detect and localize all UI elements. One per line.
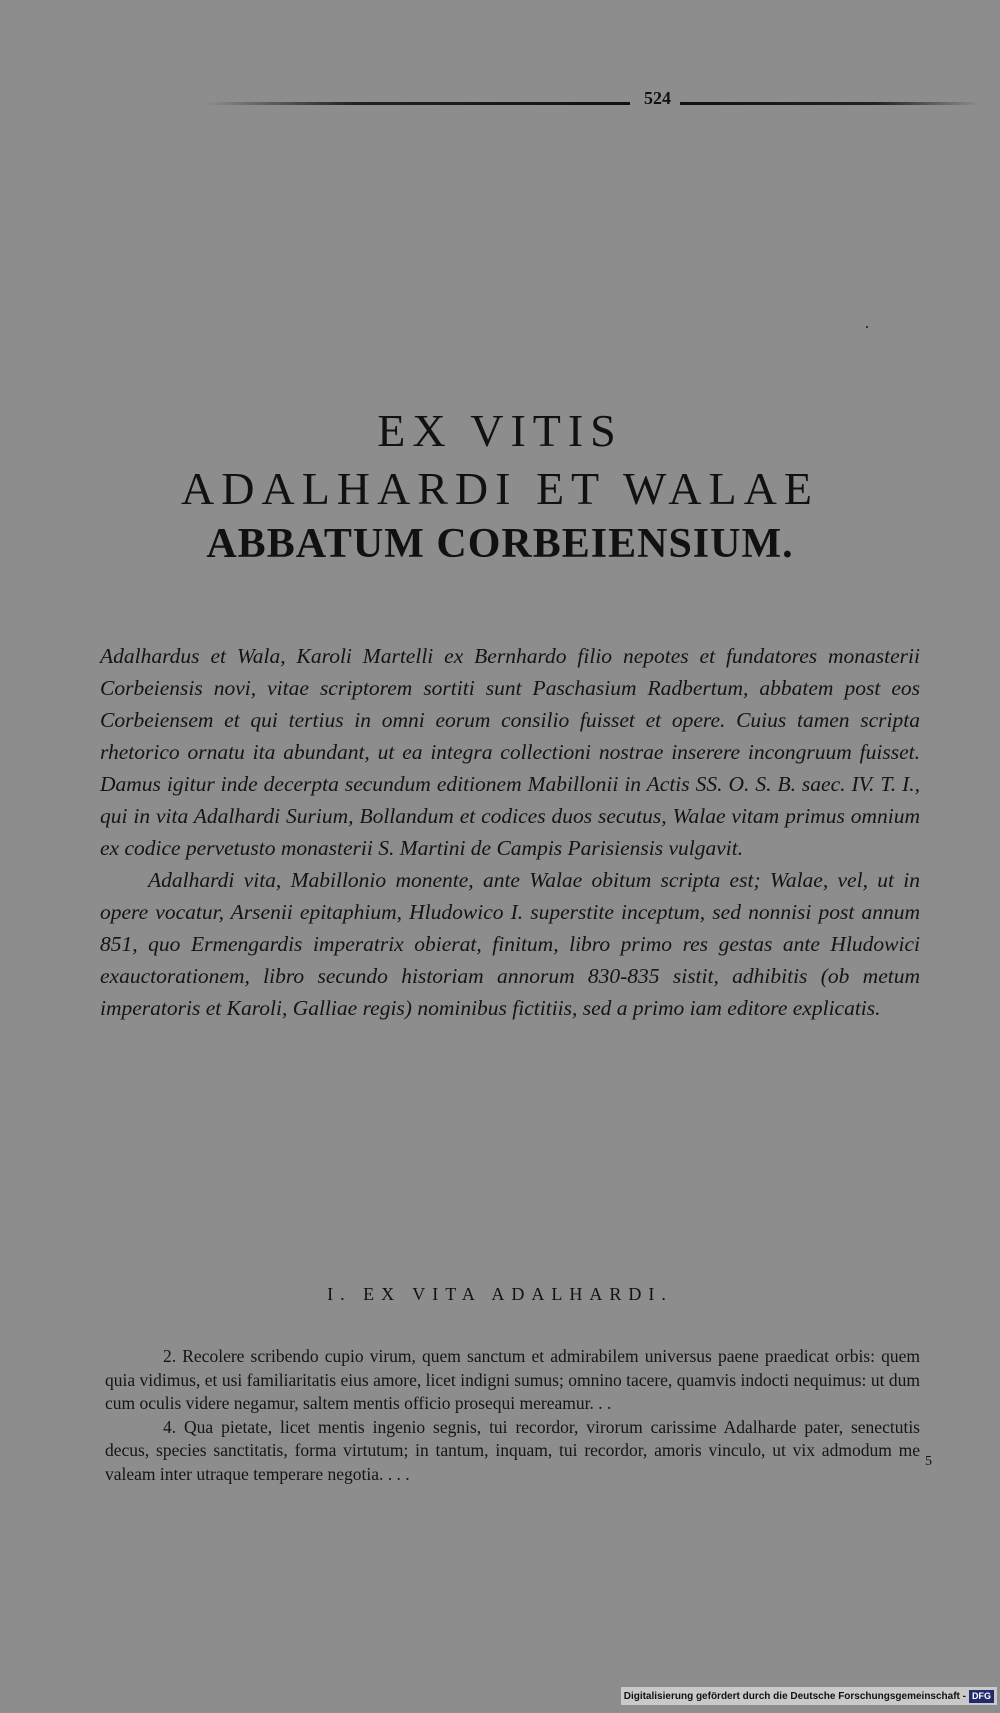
- margin-line-number: 5: [925, 1454, 932, 1469]
- body-paragraph: 2. Recolere scribendo cupio virum, quem sanctum et admirabilem universus paene praedicat orbis: quem quia vidimus, et usi familiaritatis eius amore, licet indigni sumus; omnino tacere, quamvis indocti nequimus: ut dum cum oculis videre negamur, saltem mentis officio prosequi mereamur. . .: [105, 1346, 920, 1413]
- dfg-logo-icon: DFG: [969, 1690, 994, 1703]
- page-number: 524: [644, 88, 671, 108]
- title-line-3: ABBATUM CORBEIENSIUM.: [206, 521, 794, 567]
- body-paragraph: 4. Qua pietate, licet mentis ingenio segnis, tui recordor, virorum carissime Adalharde pater, senectutis decus, species sanctitatis, forma virtutum; in tantum, inquam, tui recordor, amoris vinculo, ut vix admodum me valeam inter utraque temperare negotia. . . .: [105, 1416, 920, 1484]
- running-head-rule-left: [205, 102, 630, 105]
- running-head-rule-right: [680, 102, 980, 105]
- digitization-footer: [621, 1687, 997, 1705]
- title-line-2: ADALHARDI ET WALAE: [181, 463, 819, 514]
- scan-speck: [866, 326, 868, 328]
- intro-paragraph: Adalhardus et Wala, Karoli Martelli ex Bernhardo filio nepotes et fundatores monasterii Corbeiensis novi, vitae scriptorem sortiti sunt Paschasium Radbertum, abbatem post eos Corbeiensem et qui tertius in omni eorum consilio fuisset et opere. Cuius tamen scripta rhetorico ornatu ita abundant, ut ea integra collectioni nostrae inserere incongruum fuisset. Damus igitur inde decerpta secundum editionem Mabillonii in Actis SS. O. S. B. saec. IV. T. I., qui in vita Adalhardi Surium, Bollandum et codices duos secutus, Walae vitam primus omnium ex codice pervetusto monasterii S. Martini de Campis Parisiensis vulgavit.: [100, 644, 920, 860]
- title-line-1: EX VITIS: [377, 405, 623, 456]
- body-text: [105, 1345, 920, 1486]
- introduction: [100, 640, 920, 1024]
- intro-paragraph: Adalhardi vita, Mabillonio monente, ante Walae obitum scripta est; Walae, vel, ut in opere vocatur, Arsenii epitaphium, Hludowico I. superstite inceptum, sed nonnisi post annum 851, quo Ermengardis imperatrix obierat, finitum, libro primo res gestas ante Hludowici exauctorationem, libro secundo historiam annorum 830-835 sistit, adhibitis (ob metum imperatoris et Karoli, Galliae regis) nominibus fictitiis, sed a primo iam editore explicatis.: [100, 868, 920, 1020]
- section-heading: I. EX VITA ADALHARDI.: [327, 1284, 673, 1304]
- running-head: [150, 88, 910, 116]
- footer-text: Digitalisierung gefördert durch die Deutsche Forschungsgemeinschaft -: [623, 1690, 966, 1702]
